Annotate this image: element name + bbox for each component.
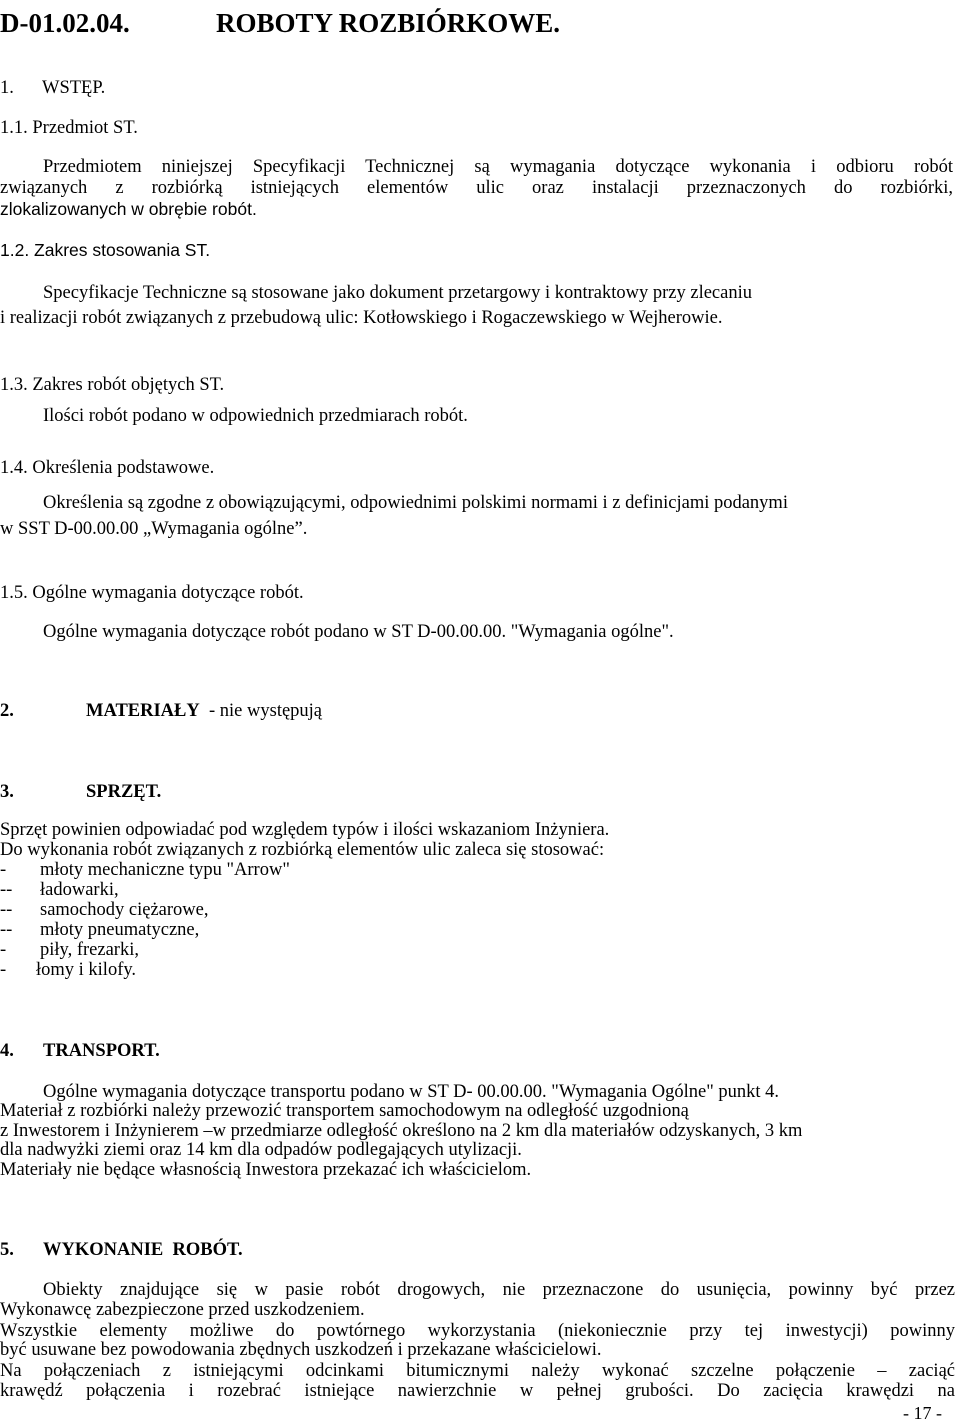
list-dash: -- <box>0 900 13 920</box>
list-dash: - <box>0 940 7 960</box>
list-item-text: piły, frezarki, <box>40 940 139 960</box>
paragraph-line: Ogólne wymagania dotyczące transportu podano w ST D- 00.00.00. "Wymagania Ogólne" punkt 4. <box>43 1082 780 1102</box>
paragraph-line: dla nadwyżki ziemi oraz 14 km dla odpadów podlegających utylizacji. <box>0 1140 522 1160</box>
section-3-heading <box>0 782 161 802</box>
list-dash: - <box>0 860 7 880</box>
section-note: - nie występują <box>199 701 323 721</box>
section-number: 3. <box>0 782 14 802</box>
list-item <box>0 920 199 940</box>
paragraph-line: Przedmiotem niniejszej Specyfikacji Technicznej są wymagania dotyczące wykonania i odbioru robót <box>43 157 953 177</box>
paragraph-line: Sprzęt powinien odpowiadać pod względem typów i ilości wskazaniom Inżyniera. <box>0 820 610 840</box>
subsection-1-3-heading: 1.3. Zakres robót objętych ST. <box>0 375 225 395</box>
list-item <box>0 960 136 980</box>
paragraph-line: Specyfikacje Techniczne są stosowane jako dokument przetargowy i kontraktowy przy zlecaniu <box>43 283 752 303</box>
paragraph-line: zlokalizowanych w obrębie robót. <box>0 199 257 219</box>
paragraph-line: w SST D-00.00.00 „Wymagania ogólne”. <box>0 519 308 539</box>
page-number: - 17 - <box>903 1403 942 1423</box>
paragraph-line: Materiał z rozbiórki należy przewozić transportem samochodowym na odległość uzgodnioną <box>0 1101 689 1121</box>
paragraph-line: Do wykonania robót związanych z rozbiórką elementów ulic zaleca się stosować: <box>0 840 605 860</box>
paragraph-line: Wszystkie elementy możliwe do powtórnego wykorzystania (niekoniecznie przy tej inwestycji) powinny <box>0 1321 955 1341</box>
subsection-1-1-heading: 1.1. Przedmiot ST. <box>0 118 138 138</box>
list-item <box>0 880 119 900</box>
section-number: 5. <box>0 1240 14 1260</box>
spec-name: ROBOTY ROZBIÓRKOWE. <box>216 8 561 38</box>
list-dash: -- <box>0 920 13 940</box>
section-2-heading <box>0 701 322 721</box>
section-title: WSTĘP. <box>42 78 106 98</box>
section-number: 2. <box>0 701 14 721</box>
list-item <box>0 860 290 880</box>
spec-code: D-01.02.04. <box>0 8 130 38</box>
paragraph-line: Materiały nie będące własnością Inwestora przekazać ich właścicielom. <box>0 1160 532 1180</box>
list-item <box>0 900 208 920</box>
paragraph-line: krawędź połączenia i rozebrać istniejące nawierzchnie w pełnej grubości. Do zacięcia krawędzi na <box>0 1381 955 1401</box>
paragraph-line: Określenia są zgodne z obowiązującymi, odpowiednimi polskimi normami i z definicjami podanymi <box>43 493 788 513</box>
paragraph-line: Na połączeniach z istniejącymi odcinkami bitumicznymi należy wykonać szczelne połączenie – zaciąć <box>0 1361 955 1381</box>
list-item <box>0 940 139 960</box>
section-title: TRANSPORT. <box>43 1041 160 1061</box>
list-item-text: młoty pneumatyczne, <box>40 920 200 940</box>
paragraph-line: być usuwane bez powodowania zbędnych uszkodzeń i przekazane właścicielowi. <box>0 1340 602 1360</box>
list-item-text: młoty mechaniczne typu "Arrow" <box>40 860 290 880</box>
paragraph-line: i realizacji robót związanych z przebudową ulic: Kotłowskiego i Rogaczewskiego w Wejherowie. <box>0 308 723 328</box>
list-item-text: ładowarki, <box>40 880 119 900</box>
list-dash: -- <box>0 880 13 900</box>
list-item-text: samochody ciężarowe, <box>40 900 209 920</box>
section-title: WYKONANIE ROBÓT. <box>43 1240 243 1260</box>
paragraph-line: Wykonawcę zabezpieczone przed uszkodzeniem. <box>0 1300 365 1320</box>
list-item-text: łomy i kilofy. <box>36 960 137 980</box>
section-4-heading <box>0 1041 160 1061</box>
paragraph-line: związanych z rozbiórką istniejących elementów ulic oraz instalacji przeznaczonych do rozbiórki, <box>0 178 953 198</box>
subsection-1-5-heading: 1.5. Ogólne wymagania dotyczące robót. <box>0 583 304 603</box>
section-1-heading <box>0 78 105 98</box>
paragraph-line: Obiekty znajdujące się w pasie robót drogowych, nie przeznaczone do usunięcia, powinny być przez <box>43 1280 955 1300</box>
section-title: SPRZĘT. <box>86 782 162 802</box>
paragraph-line: z Inwestorem i Inżynierem –w przedmiarze odległość określono na 2 km dla materiałów odzyskanych, 3 km <box>0 1121 803 1141</box>
section-title: MATERIAŁY <box>86 701 200 721</box>
paragraph-line: Ilości robót podano w odpowiednich przedmiarach robót. <box>43 406 468 426</box>
list-dash: - <box>0 960 7 980</box>
section-number: 1. <box>0 78 14 98</box>
section-5-heading <box>0 1240 243 1260</box>
paragraph-line: Ogólne wymagania dotyczące robót podano w ST D-00.00.00. "Wymagania ogólne". <box>43 622 674 642</box>
subsection-1-2-heading: 1.2. Zakres stosowania ST. <box>0 240 211 260</box>
section-number: 4. <box>0 1041 14 1061</box>
subsection-1-4-heading: 1.4. Określenia podstawowe. <box>0 458 215 478</box>
